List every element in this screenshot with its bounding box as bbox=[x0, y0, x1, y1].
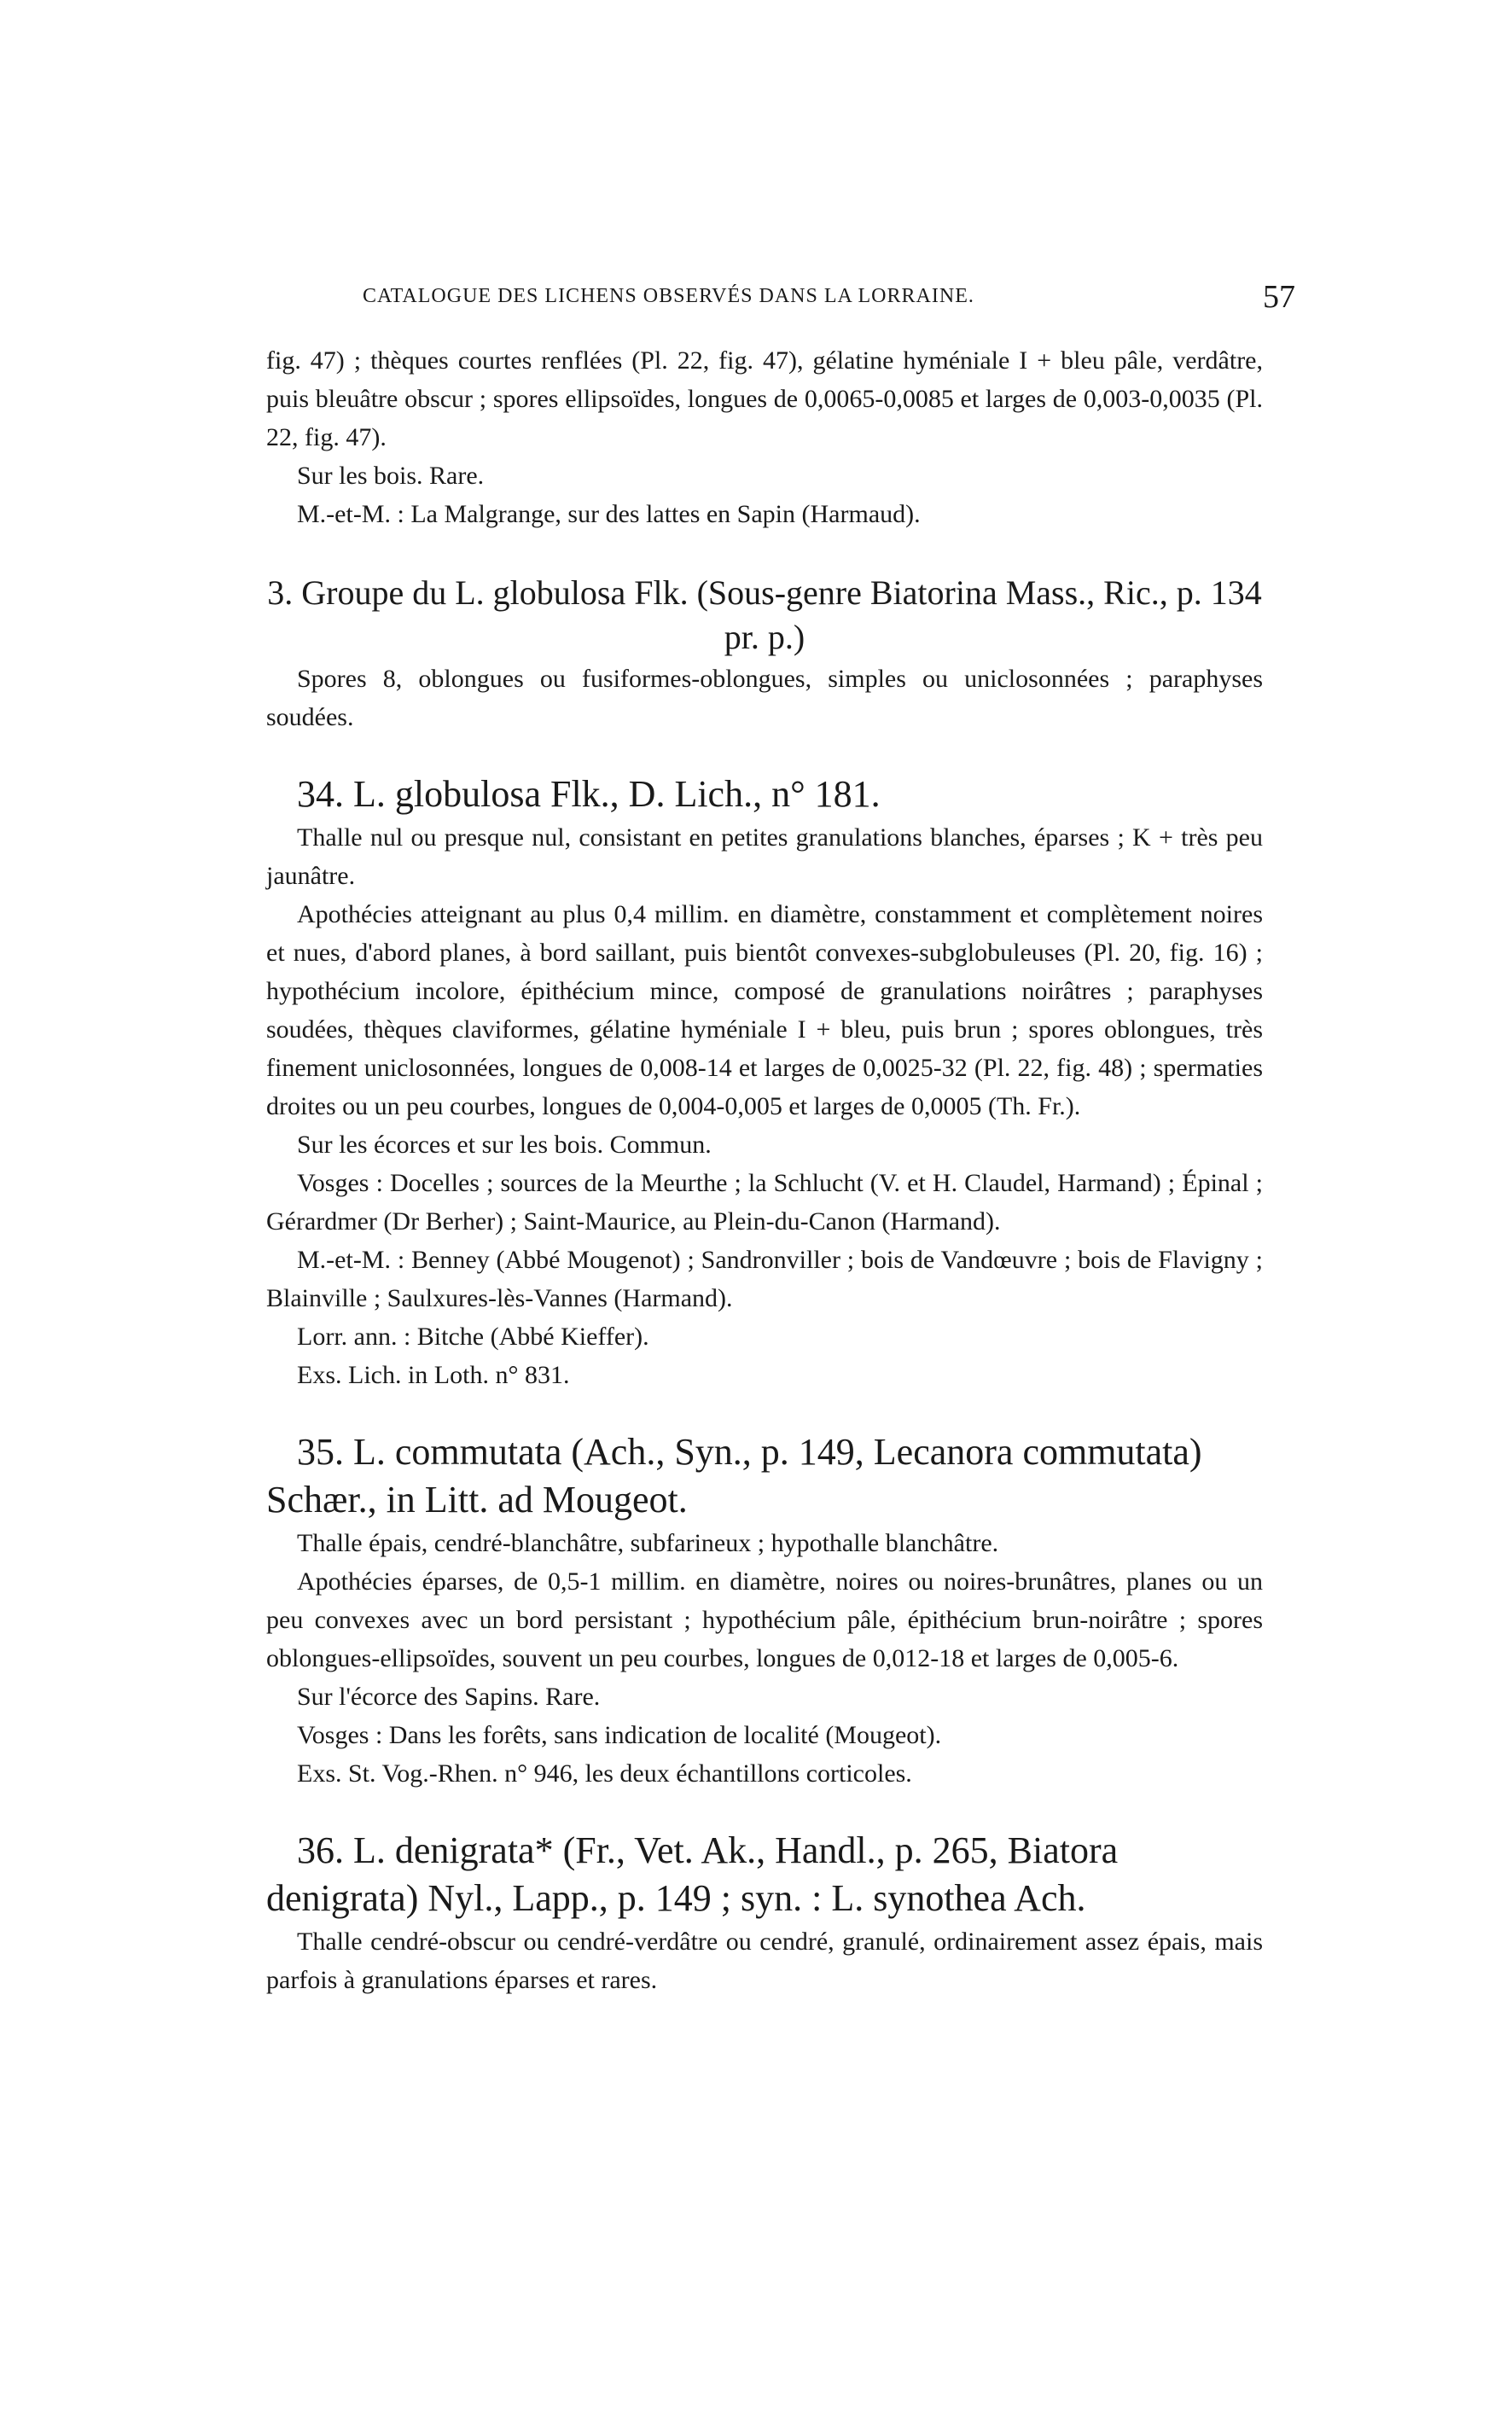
paragraph: M.-et-M. : Benney (Abbé Mougenot) ; Sandronviller ; bois de Vandœuvre ; bois de Flavigny ; Blainville ; Saulxures-lès-Vannes (Harmand). bbox=[266, 1246, 1263, 1312]
paragraph: M.-et-M. : La Malgrange, sur des lattes en Sapin (Harmaud). bbox=[297, 500, 921, 528]
paragraph: Exs. St. Vog.-Rhen. n° 946, les deux échantillons corticoles. bbox=[297, 1759, 912, 1788]
paragraph: Apothécies atteignant au plus 0,4 millim. en diamètre, constamment et complètement noires et nues, d'abord planes, à bord saillant, puis bientôt convexes-subglobuleuses (Pl. 20, fig. 16) ; hypothécium incolore, épithécium mince, composé de granulations noirâtres ; paraphyses soudées, thèques claviformes, gélatine hyméniale I + bleu, puis brun ; spores oblongues, très finement uniclosonnées, longues de 0,008-14 et larges de 0,0025-32 (Pl. 22, fig. 48) ; spermaties droites ou un peu courbes, longues de 0,004-0,005 et larges de 0,0005 (Th. Fr.). bbox=[266, 900, 1263, 1120]
species-heading: 36. L. denigrata* (Fr., Vet. Ak., Handl., p. 265, Biatora denigrata) Nyl., Lapp., p. 149 ; syn. : L. synothea Ach. bbox=[266, 1829, 1119, 1919]
paragraph: Exs. Lich. in Loth. n° 831. bbox=[297, 1361, 570, 1389]
page-body bbox=[266, 341, 1263, 1999]
paragraph: Apothécies éparses, de 0,5-1 millim. en diamètre, noires ou noires-brunâtres, planes ou un peu convexes avec un bord persistant ; hypothécium pâle, épithécium brun-noirâtre ; spores oblongues-ellipsoïdes, souvent un peu courbes, longues de 0,012-18 et larges de 0,005-6. bbox=[266, 1567, 1263, 1672]
paragraph: Sur l'écorce des Sapins. Rare. bbox=[297, 1683, 601, 1711]
species-heading: 35. L. commutata (Ach., Syn., p. 149, Lecanora commutata) Schær., in Litt. ad Mougeot. bbox=[266, 1431, 1202, 1521]
paragraph: Vosges : Docelles ; sources de la Meurthe ; la Schlucht (V. et H. Claudel, Harmand) ; Épinal ; Gérardmer (Dr Berher) ; Saint-Maurice, au Plein-du-Canon (Harmand). bbox=[266, 1169, 1263, 1236]
species-heading: 34. L. globulosa Flk., D. Lich., n° 181. bbox=[297, 773, 881, 815]
paragraph: Spores 8, oblongues ou fusiformes-oblongues, simples ou uniclosonnées ; paraphyses soudées. bbox=[266, 665, 1263, 731]
paragraph: Thalle nul ou presque nul, consistant en petites granulations blanches, éparses ; K + très peu jaunâtre. bbox=[266, 823, 1263, 890]
page-number: 57 bbox=[1263, 279, 1295, 315]
paragraph: fig. 47) ; thèques courtes renflées (Pl. 22, fig. 47), gélatine hyméniale I + bleu pâle, verdâtre, puis bleuâtre obscur ; spores ellipsoïdes, longues de 0,0065-0,0085 et larges de 0,003-0,0035 (Pl. 22, fig. 47). bbox=[266, 346, 1263, 451]
paragraph: Lorr. ann. : Bitche (Abbé Kieffer). bbox=[297, 1323, 649, 1351]
group-heading: 3. Groupe du L. globulosa Flk. (Sous-genre Biatorina Mass., Ric., p. 134 pr. p.) bbox=[267, 573, 1262, 656]
paragraph: Thalle cendré-obscur ou cendré-verdâtre ou cendré, granulé, ordinairement assez épais, mais parfois à granulations éparses et rares. bbox=[266, 1928, 1263, 1994]
paragraph: Sur les bois. Rare. bbox=[297, 462, 485, 490]
paragraph: Vosges : Dans les forêts, sans indication de localité (Mougeot). bbox=[297, 1721, 942, 1749]
running-title: CATALOGUE DES LICHENS OBSERVÉS DANS LA LORRAINE. bbox=[363, 285, 974, 307]
paragraph: Thalle épais, cendré-blanchâtre, subfarineux ; hypothalle blanchâtre. bbox=[297, 1529, 999, 1557]
paragraph: Sur les écorces et sur les bois. Commun. bbox=[297, 1131, 712, 1159]
